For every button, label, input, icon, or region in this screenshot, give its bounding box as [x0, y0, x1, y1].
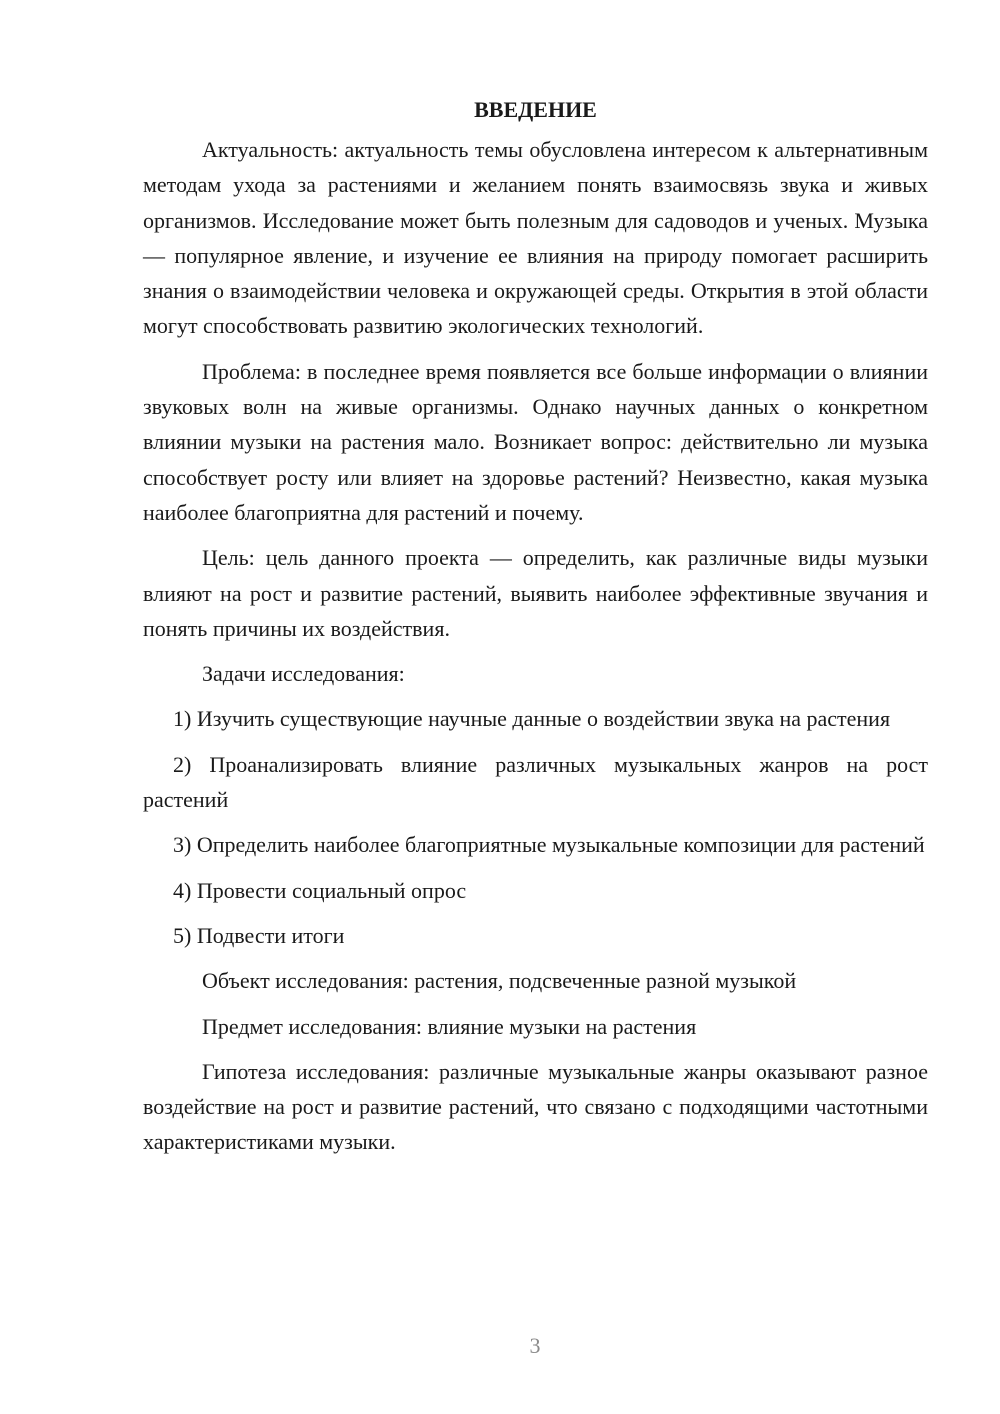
page-number: 3	[529, 1333, 541, 1358]
paragraph-problem: Проблема: в последнее время появляется все больше информации о влиянии звуковых волн на живые организмы. Однако научных данных о конкретном влиянии музыки на растения мало. Возникает вопрос: действительно ли музыка способствует росту или влияет на здоровье растений? Неизвестно, какая музыка наиболее благоприятна для растений и почему.	[143, 358, 928, 525]
task-item-5: 5) Подвести итоги	[173, 922, 345, 948]
task-item-3: 3) Определить наиболее благоприятные музыкальные композиции для растений	[173, 832, 925, 858]
research-hypothesis: Гипотеза исследования: различные музыкальные жанры оказывают разное воздействие на рост и развитие растений, что связано с подходящими частотными характеристиками музыки.	[143, 1058, 928, 1155]
task-item-4: 4) Провести социальный опрос	[173, 877, 467, 903]
task-item-1: 1) Изучить существующие научные данные о воздействии звука на растения	[173, 706, 891, 732]
paragraph-relevance: Актуальность: актуальность темы обусловлена интересом к альтернативным методам ухода за растениями и желанием понять взаимосвязь звука и живых организмов. Исследование может быть полезным для садоводов и ученых. Музыка — популярное явление, и изучение ее влияния на природу помогает расширить знания о взаимодействии человека и окружающей среды. Открытия в этой области могут способствовать развитию экологических технологий.	[143, 137, 928, 339]
task-item-2: 2) Проанализировать влияние различных музыкальных жанров на рост растений	[143, 751, 928, 813]
document-page	[143, 92, 928, 1160]
research-object: Объект исследования: растения, подсвеченные разной музыкой	[202, 968, 797, 994]
paragraph-goal: Цель: цель данного проекта — определить, как различные виды музыки влияют на рост и развитие растений, выявить наиболее эффективные звучания и понять причины их воздействия.	[143, 545, 928, 641]
research-subject: Предмет исследования: влияние музыки на растения	[202, 1013, 697, 1039]
section-title: ВВЕДЕНИЕ	[474, 97, 597, 122]
tasks-heading: Задачи исследования:	[202, 661, 405, 687]
